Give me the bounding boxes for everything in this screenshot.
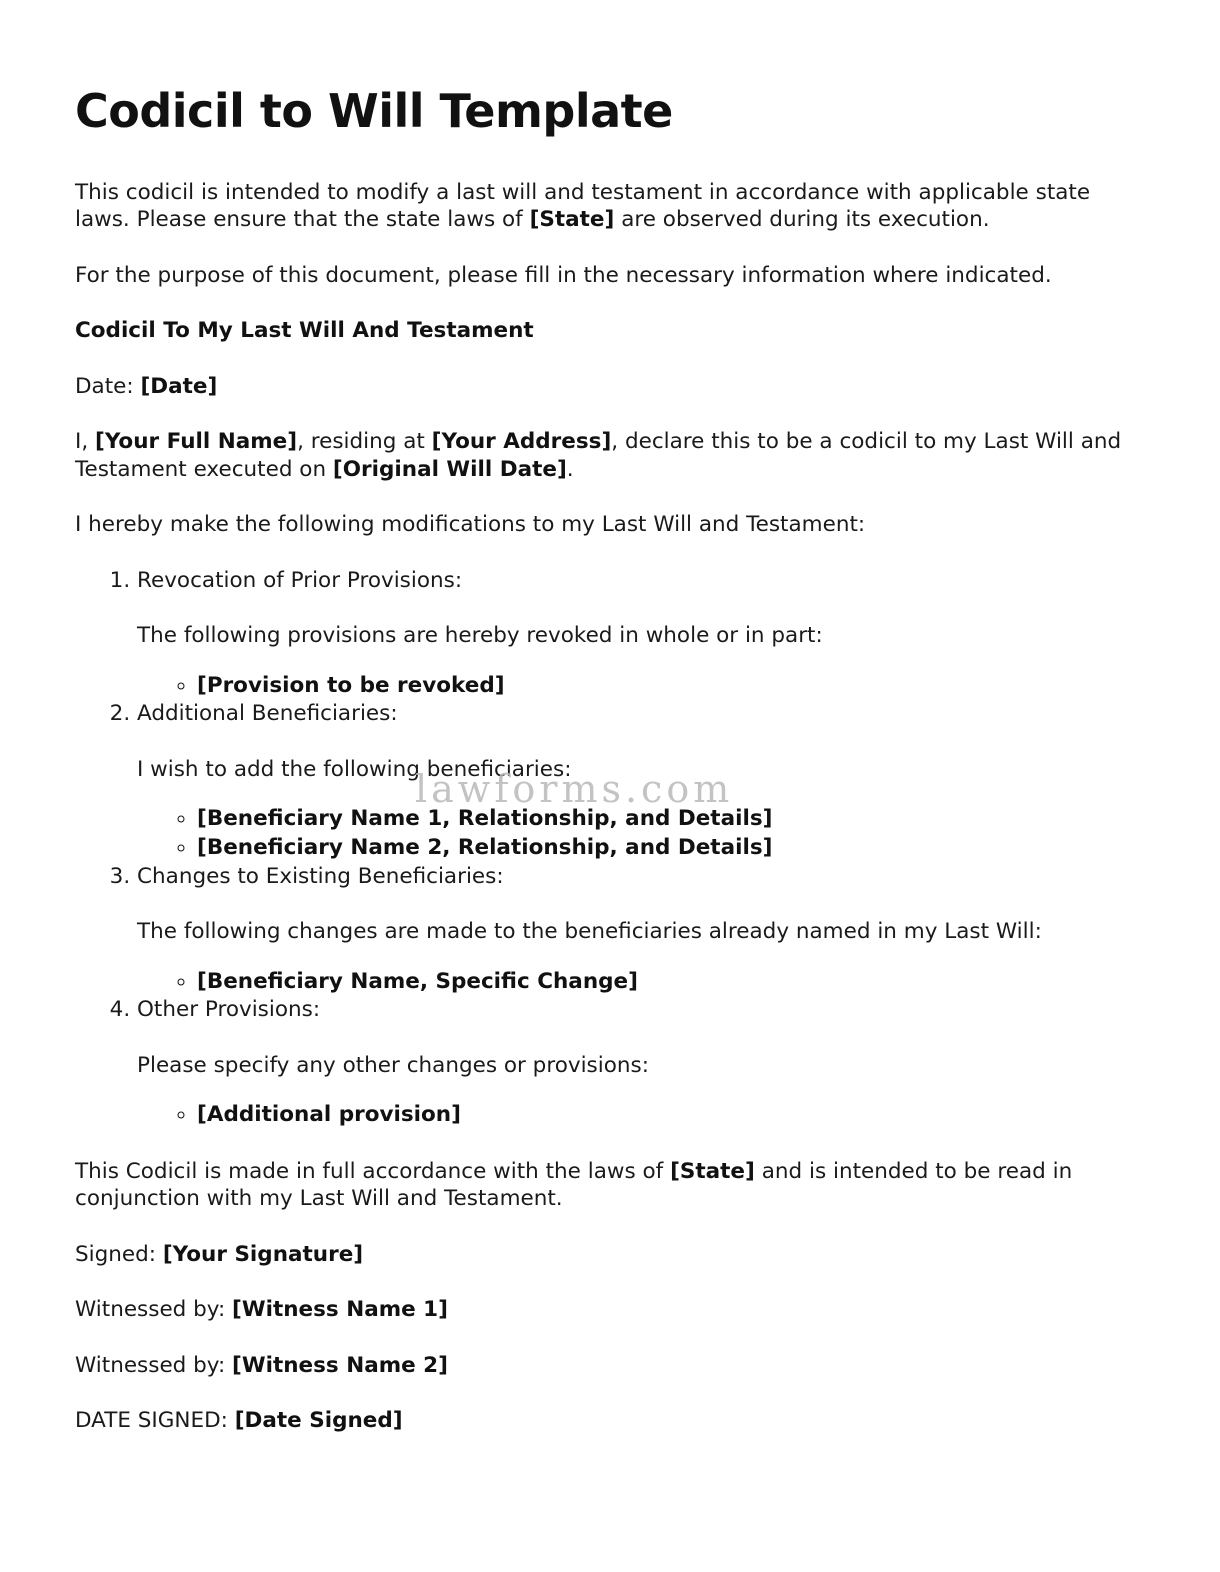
- modifications-lead: I hereby make the following modifications to my Last Will and Testament:: [75, 512, 866, 538]
- list-item: ◦ [Beneficiary Name 1, Relationship, and Details]: [197, 805, 1145, 834]
- list-item: [137, 700, 1145, 862]
- list-item-title: 3. Changes to Existing Beneficiaries:: [137, 863, 504, 889]
- witness-1-line: [75, 1296, 1145, 1324]
- sub-bullet-list: [137, 1101, 1145, 1130]
- declaration-text-3: , declare this to be a codicil to my Last Will and Testament executed on: [75, 429, 1122, 482]
- closing-paragraph: [75, 1158, 1145, 1213]
- signature-placeholder: [Your Signature]: [162, 1241, 364, 1267]
- list-item: [137, 863, 1145, 997]
- list-item-title: 2. Additional Beneficiaries:: [137, 701, 398, 727]
- watermark: lawforms.com: [415, 767, 734, 811]
- witness-1-placeholder: [Witness Name 1]: [232, 1297, 448, 1323]
- date-signed-placeholder: [Date Signed]: [234, 1408, 403, 1434]
- closing-state-placeholder: [State]: [670, 1158, 755, 1184]
- list-item-lead: The following changes are made to the beneficiaries already named in my Last Will:: [137, 919, 1042, 945]
- list-item-lead: I wish to add the following beneficiaries:: [137, 756, 572, 782]
- declaration-text-4: .: [566, 456, 574, 482]
- full-name-placeholder: [Your Full Name]: [95, 429, 298, 455]
- list-item: ◦ [Provision to be revoked]: [197, 672, 1145, 701]
- closing-block: [75, 1158, 1145, 1435]
- date-line: [75, 373, 1145, 401]
- closing-text-1: This Codicil is made in full accordance with the laws of: [75, 1158, 671, 1184]
- list-item-title: 1. Revocation of Prior Provisions:: [137, 567, 463, 593]
- section-heading: Codicil To My Last Will And Testament: [75, 318, 534, 344]
- declaration-paragraph: [75, 428, 1145, 483]
- list-item: ◦ [Additional provision]: [197, 1101, 1145, 1130]
- declaration-text-1: I,: [75, 429, 96, 455]
- list-item: [137, 996, 1145, 1130]
- declaration-text-2: , residing at: [297, 429, 432, 455]
- list-item-title: 4. Other Provisions:: [137, 997, 321, 1023]
- witness-2-placeholder: [Witness Name 2]: [232, 1352, 448, 1378]
- witness-2-line: [75, 1352, 1145, 1380]
- address-placeholder: [Your Address]: [431, 429, 612, 455]
- list-item-lead: The following provisions are hereby revoked in whole or in part:: [137, 623, 823, 649]
- list-item: ◦ [Beneficiary Name 2, Relationship, and Details]: [197, 834, 1145, 863]
- intro-p1-text-after: are observed during its execution.: [614, 207, 990, 233]
- date-label: Date:: [75, 373, 141, 399]
- state-placeholder: [State]: [529, 207, 615, 233]
- date-placeholder: [Date]: [140, 373, 218, 399]
- page-title: Codicil to Will Template: [75, 84, 673, 138]
- intro-paragraph-1: [75, 179, 1145, 234]
- date-signed-line: [75, 1407, 1145, 1435]
- sub-bullet-list: [137, 968, 1145, 997]
- sub-bullet-list: [137, 672, 1145, 701]
- date-signed-label: DATE SIGNED:: [75, 1408, 235, 1434]
- witness-1-label: Witnessed by:: [75, 1297, 233, 1323]
- list-item-lead: Please specify any other changes or provisions:: [137, 1052, 649, 1078]
- signed-line: [75, 1241, 1145, 1269]
- intro-paragraph-2: For the purpose of this document, please fill in the necessary information where indicated.: [75, 262, 1052, 288]
- closing-text-2: and is intended to be read in conjunction with my Last Will and Testament.: [75, 1158, 1073, 1212]
- list-item: ◦ [Beneficiary Name, Specific Change]: [197, 968, 1145, 997]
- signed-label: Signed:: [75, 1241, 163, 1267]
- original-will-date-placeholder: [Original Will Date]: [332, 456, 567, 482]
- intro-p1-text-before: This codicil is intended to modify a last will and testament in accordance with applicable state laws. Please ensure that the state laws of: [75, 179, 1091, 233]
- sub-bullet-list: [137, 805, 1145, 862]
- witness-2-label: Witnessed by:: [75, 1352, 233, 1378]
- list-item: [137, 567, 1145, 701]
- modifications-list: [75, 567, 1145, 1130]
